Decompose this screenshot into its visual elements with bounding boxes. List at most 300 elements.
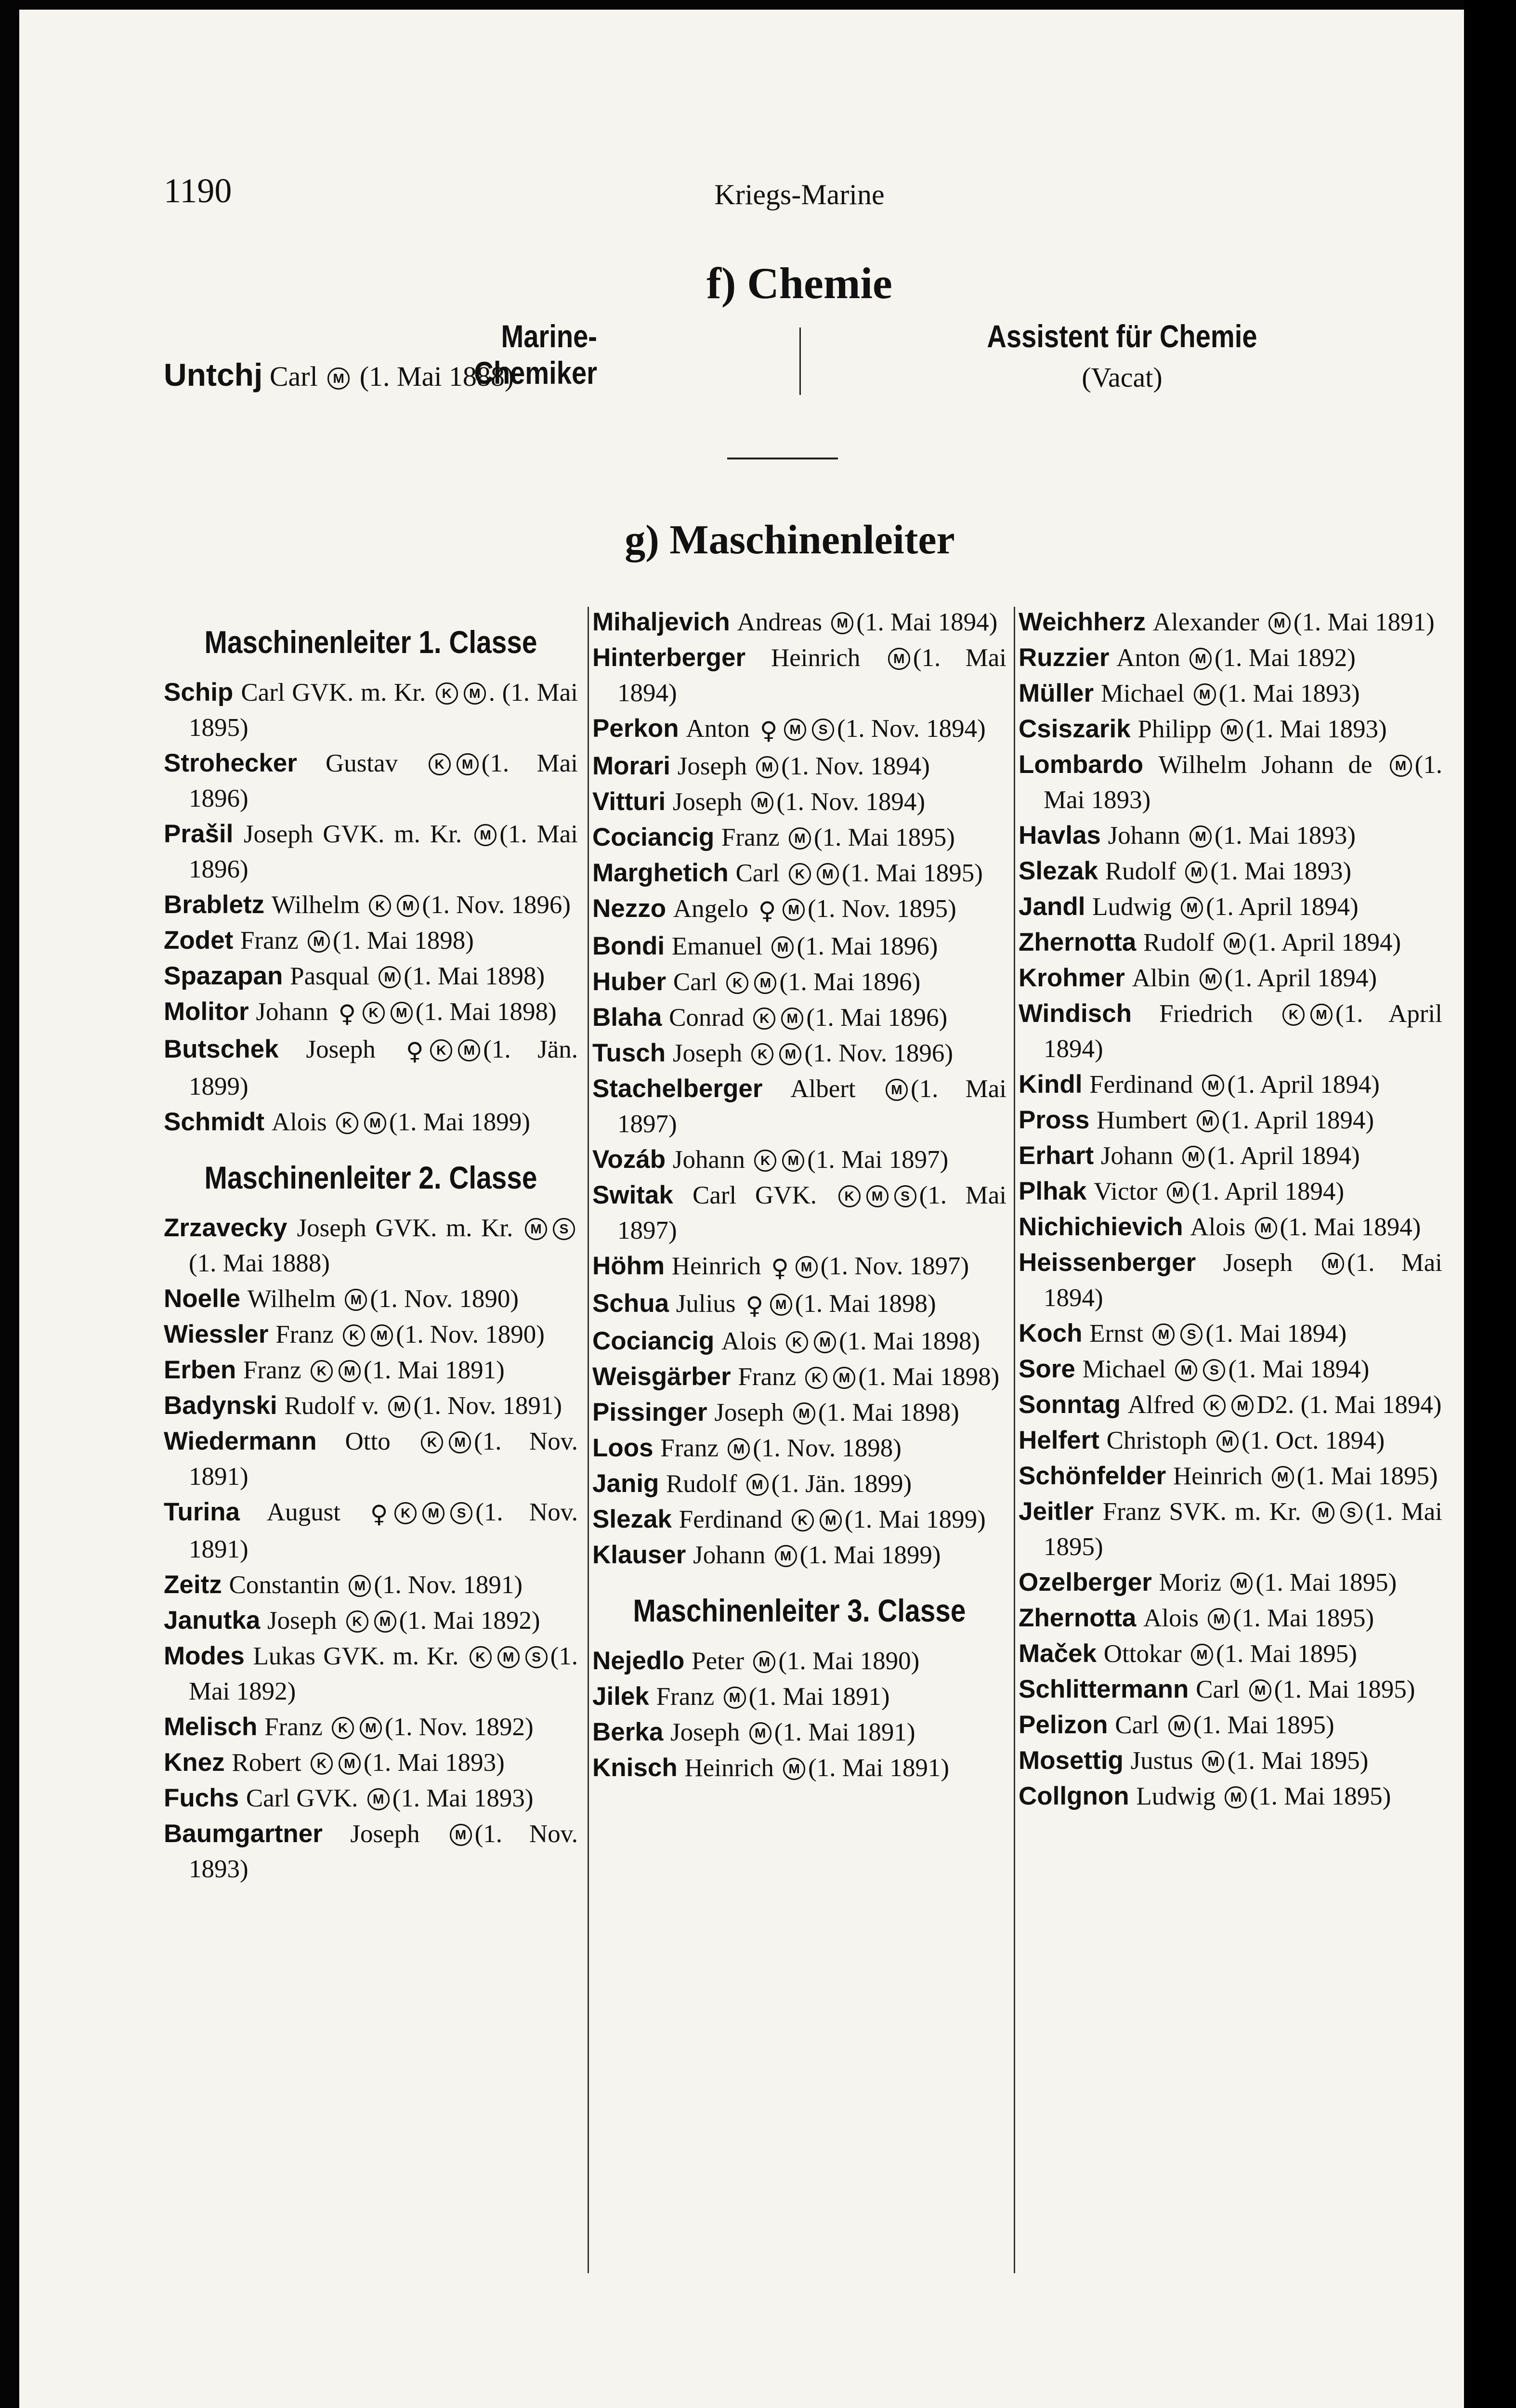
entry-given-name: Carl [735,859,780,887]
entry-surname: Marghetich [592,859,729,887]
scanned-page [19,10,1464,2408]
entry-given-name: Victor [1094,1178,1158,1205]
merit-k-icon [754,1150,776,1172]
entry-given-name: Rudolf v. [284,1392,379,1420]
entry-date: (1. Mai 1893) [1044,751,1442,814]
merit-m-icon [1231,1395,1254,1417]
entry-date: (1. Mai 1893) [1210,857,1352,885]
entry-given-name: Carl [693,1181,737,1209]
merit-m-icon [1200,968,1222,990]
entry-given-name: Heinrich [1173,1462,1263,1490]
entry-surname: Schmidt [164,1108,265,1136]
entry-date: (1. Jän. 1899) [189,1035,578,1100]
entry-surname: Windisch [1019,999,1132,1028]
entry-date: (1. Nov. 1890) [370,1285,519,1313]
entry-given-name: Carl [1115,1711,1159,1739]
merit-k-icon [429,753,451,775]
entry-date: (1. April 1894) [1207,1142,1360,1170]
roster-entry [164,887,578,923]
roster-entry [164,958,578,994]
merit-m-icon [388,1396,410,1418]
entry-surname: Slezak [592,1505,672,1533]
entry-decoration: GVK. m. Kr. [323,820,462,848]
roster-entry [1019,853,1442,889]
merit-m-icon [1255,1217,1277,1239]
entry-surname: Blaha [592,1003,662,1032]
entry-surname: Baumgartner [164,1819,323,1848]
roster-entry [1019,889,1442,925]
merit-s-icon [450,1502,472,1524]
merit-m-icon [888,648,910,670]
entry-given-name: Johann [256,998,328,1026]
merit-m-icon [1224,932,1246,955]
entry-surname: Sore [1019,1355,1075,1383]
entry-given-name: Heinrich [771,644,861,672]
entry-surname: Knez [164,1748,225,1777]
merit-m-icon [770,1294,792,1316]
entry-date: (1. Mai 1898) [415,998,557,1026]
entry-given-name: Otto [345,1427,391,1455]
entry-date: (1. Jän. 1899) [771,1470,912,1498]
entry-given-name: Ludwig [1136,1782,1216,1810]
vacat-note: (Vacat) [1082,362,1163,393]
merit-m-icon [751,792,773,814]
merit-m-icon [753,1651,775,1673]
merit-m-icon [457,753,479,775]
entry-given-name: Michael [1082,1355,1166,1383]
entry-given-name: Ernst [1089,1320,1144,1348]
entry-date: (1. Mai 1897) [617,1181,1006,1244]
merit-m-icon [782,1150,804,1172]
merit-m-icon [1175,1359,1197,1381]
entry-given-name: Carl [246,1784,290,1812]
roster-column-3 [1019,604,1442,1814]
entry-date: (1. April 1894) [1206,893,1359,921]
entry-given-name: Franz [738,1363,797,1391]
merit-m-icon [1167,1181,1189,1204]
merit-m-icon [783,899,805,921]
entry-surname: Berka [592,1718,664,1746]
entry-date: (1. April 1894) [1248,929,1401,956]
roster-entry [164,1816,578,1887]
entry-surname: Schua [592,1289,669,1318]
entry-date: (1. Mai 1894) [1228,1355,1370,1383]
roster-entry [164,1317,578,1352]
merit-m-icon [360,1717,382,1739]
roster-entry [592,1502,1006,1537]
entry-given-name: Johann [672,1146,745,1174]
entry-surname: Turina [164,1498,240,1526]
entry-surname: Erhart [1019,1141,1094,1170]
merit-s-icon [1203,1359,1225,1381]
entry-surname: Badynski [164,1391,277,1420]
roster-entry [1019,1672,1442,1707]
merit-k-icon [792,1509,814,1531]
roster-entry [592,1359,1006,1395]
merit-m-icon [1189,648,1212,670]
roster-entry [1019,1743,1442,1779]
merit-m-icon [1249,1679,1271,1701]
roster-entry [1019,1316,1442,1351]
entry-given-name: Joseph [350,1820,420,1848]
entry-surname: Bondi [592,932,665,960]
merit-m-icon [1197,1110,1219,1132]
entry-surname: Wiessler [164,1320,269,1348]
entry-surname: Jeitler [1019,1497,1094,1526]
merit-m-icon [814,1331,836,1353]
entry-surname: Heissenberger [1019,1248,1196,1277]
entry-given-name: Joseph [677,752,747,780]
roster-entry [1019,1209,1442,1245]
entry-given-name: Alexander [1152,608,1259,636]
entry-date: (1. April 1894) [1044,1000,1442,1063]
roster-entry [592,891,1006,929]
merit-m-icon [754,972,776,994]
entry-surname: Molitor [164,997,249,1026]
cross-icon: ♀ [758,897,776,925]
cross-icon: ♀ [759,717,778,745]
merit-m-icon [339,1360,361,1382]
entry-surname: Noelle [164,1284,241,1313]
entry-surname: Perkon [592,714,679,743]
merit-m-icon [367,1788,390,1810]
entry-surname: Stachelberger [592,1074,763,1103]
marine-chemiker-entry [164,356,597,393]
entry-date: (1. Mai 1891) [748,1683,890,1711]
entry-surname: Nezzo [592,894,667,923]
merit-m-icon [783,1758,805,1780]
merit-m-icon [449,1431,471,1453]
merit-m-icon [1322,1253,1344,1275]
entry-surname: Pissinger [592,1398,707,1426]
merit-m-icon [345,1289,367,1311]
entry-surname: Havlas [1019,821,1101,850]
entry-surname: Cociancig [592,1327,715,1355]
entry-date: (1. Mai 1898) [404,962,545,990]
roster-entry [164,746,578,816]
entry-surname: Mihaljevich [592,608,730,636]
entry-decoration: GVK. m. Kr. [292,679,426,707]
entry-date: (1. Mai 1894) [1280,1213,1421,1241]
roster-entry [1019,1245,1442,1316]
merit-k-icon [786,1331,808,1353]
merit-k-icon [336,1112,358,1134]
roster-entry [1019,1600,1442,1636]
entry-date: (1. Nov. 1891) [374,1571,523,1599]
entry-given-name: Friedrich [1159,1000,1253,1028]
roster-entry [1019,818,1442,853]
entry-given-name: Ferdinand [679,1505,783,1533]
entry-date: (1. Mai 1898) [858,1363,1000,1391]
entry-given-name: Heinrich [684,1754,774,1782]
entry-given-name: Wilhelm [271,891,360,919]
entry-surname: Prašil [164,820,234,848]
roster-entry [164,923,578,958]
merit-m-icon [775,1545,797,1567]
merit-m-icon [371,1324,393,1347]
merit-m-icon [793,1402,815,1425]
entry-date: (1. Mai 1899) [844,1505,986,1533]
entry-date: (1. Mai 1891) [808,1754,950,1782]
entry-given-name: Humbert [1097,1106,1188,1134]
entry-date: (1. Nov. 1890) [396,1321,545,1348]
entry-given-name: Wilhelm [247,1285,336,1313]
entry-date: (1. Mai 1894) [617,644,1006,707]
roster-entry [592,1643,1006,1679]
entry-date: (1. Mai 1898) [795,1290,936,1318]
merit-k-icon [343,1324,365,1347]
entry-given-name: Franz [240,927,299,955]
merit-k-icon [838,1185,861,1207]
merit-k-icon [332,1717,354,1739]
page-number: 1190 [164,171,232,210]
entry-given-name: Angelo [673,895,748,923]
roster-entry [164,1352,578,1388]
roster-entry [1019,1636,1442,1672]
entry-surname: Tusch [592,1039,666,1067]
column-divider [1014,607,1015,2273]
roster-entry [1019,1779,1442,1814]
merit-m-icon [464,682,486,705]
entry-surname: Helfert [1019,1426,1099,1454]
entry-surname: Nejedlo [592,1647,685,1675]
entry-surname: Schlittermann [1019,1675,1189,1703]
merit-m-icon [422,1502,444,1524]
cross-icon: ♀ [745,1292,764,1320]
roster-entry [1019,1423,1442,1458]
section-title-chemie: f) Chemie [706,259,892,308]
entry-surname: Melisch [164,1713,258,1741]
entry-given-name: Carl [673,968,718,996]
entry-surname: Koch [1019,1319,1083,1348]
entry-date: (1. Mai 1896) [806,1004,948,1032]
entry-date: (1. Mai 1895) [1044,1498,1442,1561]
merit-m-icon [1185,861,1207,883]
entry-surname: Weisgärber [592,1362,731,1391]
entry-given-name: Robert [232,1749,301,1777]
roster-column-1 [164,604,578,1887]
entry-date: (1. Mai 1895) [1215,1640,1357,1668]
entry-surname: Janutka [164,1606,261,1635]
entry-date: (1. Mai 1898) [839,1327,980,1355]
entry-given-name: Joseph [670,1718,740,1746]
entry-surname: Zeitz [164,1570,222,1599]
roster-entry [1019,1351,1442,1387]
roster-entry [1019,1067,1442,1102]
merit-m-icon [1202,1751,1224,1773]
roster-entry [1019,747,1442,818]
entry-date: (1. Nov. 1894) [781,752,930,780]
merit-k-icon [363,1002,385,1024]
entry-given-name: Joseph [267,1607,337,1635]
entry-date: (1. Mai 1897) [807,1146,949,1174]
entry-date: (1. Mai 1896) [797,932,938,960]
roster-entry [592,1679,1006,1714]
merit-m-icon [525,1218,547,1240]
merit-m-icon [796,1256,818,1278]
class-heading: Maschinenleiter 3. Classe [633,1593,966,1628]
entry-given-name: Franz [275,1321,334,1348]
entry-surname: Butschek [164,1035,279,1063]
roster-entry [164,994,578,1032]
section-rule [727,458,838,459]
entry-given-name: Joseph [306,1035,376,1063]
roster-entry [592,855,1006,891]
merit-m-icon [1202,1074,1224,1097]
entry-date: (1. Mai 1897) [617,1075,1006,1138]
merit-k-icon [430,1039,452,1061]
entry-given-name: Peter [692,1647,745,1675]
entry-surname: Maček [1019,1639,1097,1668]
roster-entry [164,1494,578,1567]
merit-m-icon [789,827,811,850]
merit-m-icon [397,895,419,917]
merit-k-icon [789,863,811,885]
entry-surname: Pross [1019,1106,1090,1134]
entry-date: (1. Mai 1888) [359,361,514,392]
roster-entry [592,748,1006,784]
entry-surname: Zrzavecky [164,1214,288,1242]
entry-surname: Zhernotta [1019,928,1137,956]
merit-m-icon [364,1112,386,1134]
entry-date: (1. Mai 1892) [1214,644,1356,672]
merit-m-icon [391,1002,413,1024]
entry-given-name: Heinrich [671,1252,761,1280]
entry-surname: Sonntag [1019,1390,1121,1419]
roster-entry [1019,604,1442,640]
entry-surname: Nichichievich [1019,1213,1183,1241]
merit-s-icon [525,1646,548,1668]
entry-date: (1. Mai 1892) [399,1607,540,1635]
merit-s-icon [1180,1323,1202,1346]
merit-m-icon [1182,1146,1204,1168]
entry-date: (1. Mai 1893) [363,1749,505,1777]
roster-entry [592,711,1006,748]
entry-date: (1. Nov. 1896) [422,891,571,919]
merit-m-icon [1189,825,1212,848]
merit-m-icon [497,1646,520,1668]
entry-given-name: Rudolf [1143,929,1215,956]
roster-entry [1019,1458,1442,1494]
roster-entry [592,820,1006,855]
entry-given-name: Carl [269,361,318,392]
roster-entry [1019,960,1442,996]
entry-surname: Csiszarik [1019,715,1131,743]
entry-surname: Loos [592,1434,653,1462]
merit-m-icon [886,1079,908,1101]
entry-given-name: Joseph [672,1039,743,1067]
entry-surname: Vitturi [592,787,666,816]
entry-date: (1. Mai 1896) [189,820,578,883]
entry-given-name: Moriz [1159,1569,1222,1597]
roster-entry [592,1248,1006,1286]
cross-icon: ♀ [370,1500,388,1528]
entry-given-name: Julius [676,1290,736,1318]
entry-surname: Müller [1019,679,1094,707]
entry-surname: Morari [592,752,670,780]
roster-entry [164,1424,578,1494]
entry-date: (1. April 1894) [1224,964,1377,992]
entry-date: (1. April 1894) [1227,1071,1380,1099]
entry-surname: Wiedermann [164,1427,317,1455]
entry-given-name: Franz [660,1434,719,1462]
merit-m-icon [779,1043,801,1065]
entry-decoration: SVK. m. Kr. [1169,1498,1301,1526]
entry-date: D2. (1. Mai 1894) [1256,1391,1442,1419]
roster-entry [164,1638,578,1709]
entry-given-name: Pasqual [290,962,370,990]
class-heading: Maschinenleiter 2. Classe [204,1160,537,1195]
merit-m-icon [866,1185,889,1207]
entry-surname: Cociancig [592,823,715,851]
entry-given-name: Carl [241,679,285,707]
roster-entry [592,1537,1006,1573]
entry-surname: Untchj [164,357,263,393]
roster-column-2 [592,604,1006,1786]
entry-given-name: Alois [1190,1213,1246,1241]
roster-entry [1019,1102,1442,1138]
roster-entry [1019,1174,1442,1209]
class-heading: Maschinenleiter 1. Classe [204,624,537,660]
roster-entry [164,816,578,887]
roster-entry [164,1388,578,1424]
entry-surname: Krohmer [1019,964,1125,992]
roster-entry [1019,1387,1442,1423]
entry-date: (1. Nov. 1898) [753,1434,902,1462]
column-divider [799,327,801,395]
entry-given-name: Christoph [1106,1426,1207,1454]
entry-given-name: Rudolf [1105,857,1176,885]
merit-m-icon [771,936,794,958]
entry-surname: Collgnon [1019,1782,1129,1810]
entry-given-name: Carl [1196,1675,1240,1703]
entry-given-name: Joseph [1223,1249,1293,1277]
entry-date: (1. Mai 1899) [389,1108,530,1136]
entry-date: (1. Mai 1895) [1233,1604,1374,1632]
entry-date: (1. Mai 1894) [1205,1320,1347,1348]
roster-entry [592,1286,1006,1323]
entry-date: . (1. Mai 1895) [189,679,578,742]
merit-m-icon [1272,1466,1294,1488]
entry-given-name: Albert [790,1075,856,1103]
entry-surname: Schönfelder [1019,1462,1166,1490]
merit-m-icon [1390,755,1412,777]
roster-entry [1019,996,1442,1067]
entry-given-name: Franz [243,1356,301,1384]
merit-m-icon [1310,1004,1333,1026]
marine-chemiker-heading: Marine-Chemiker [474,318,597,391]
merit-k-icon [369,895,391,917]
merit-m-icon [474,824,497,846]
entry-given-name: Johann [693,1541,766,1569]
entry-date: (1. Mai 1895) [1250,1782,1391,1810]
entry-given-name: Ferdinand [1089,1071,1193,1099]
entry-given-name: Johann [1108,822,1180,850]
entry-date: (1. April 1894) [1221,1106,1374,1134]
entry-date: (1. Nov. 1896) [804,1039,954,1067]
entry-surname: Pelizon [1019,1711,1108,1739]
merit-m-icon [339,1753,361,1775]
merit-m-icon [1230,1572,1253,1595]
merit-m-icon [1181,897,1203,919]
entry-date: (1. Mai 1895) [1193,1711,1334,1739]
entry-given-name: Andreas [737,608,823,636]
merit-m-icon [1152,1323,1175,1346]
entry-surname: Slezak [1019,857,1098,885]
entry-given-name: Alois [1143,1604,1199,1632]
entry-date: (1. Mai 1895) [1296,1462,1438,1490]
entry-given-name: Joseph [243,820,314,848]
